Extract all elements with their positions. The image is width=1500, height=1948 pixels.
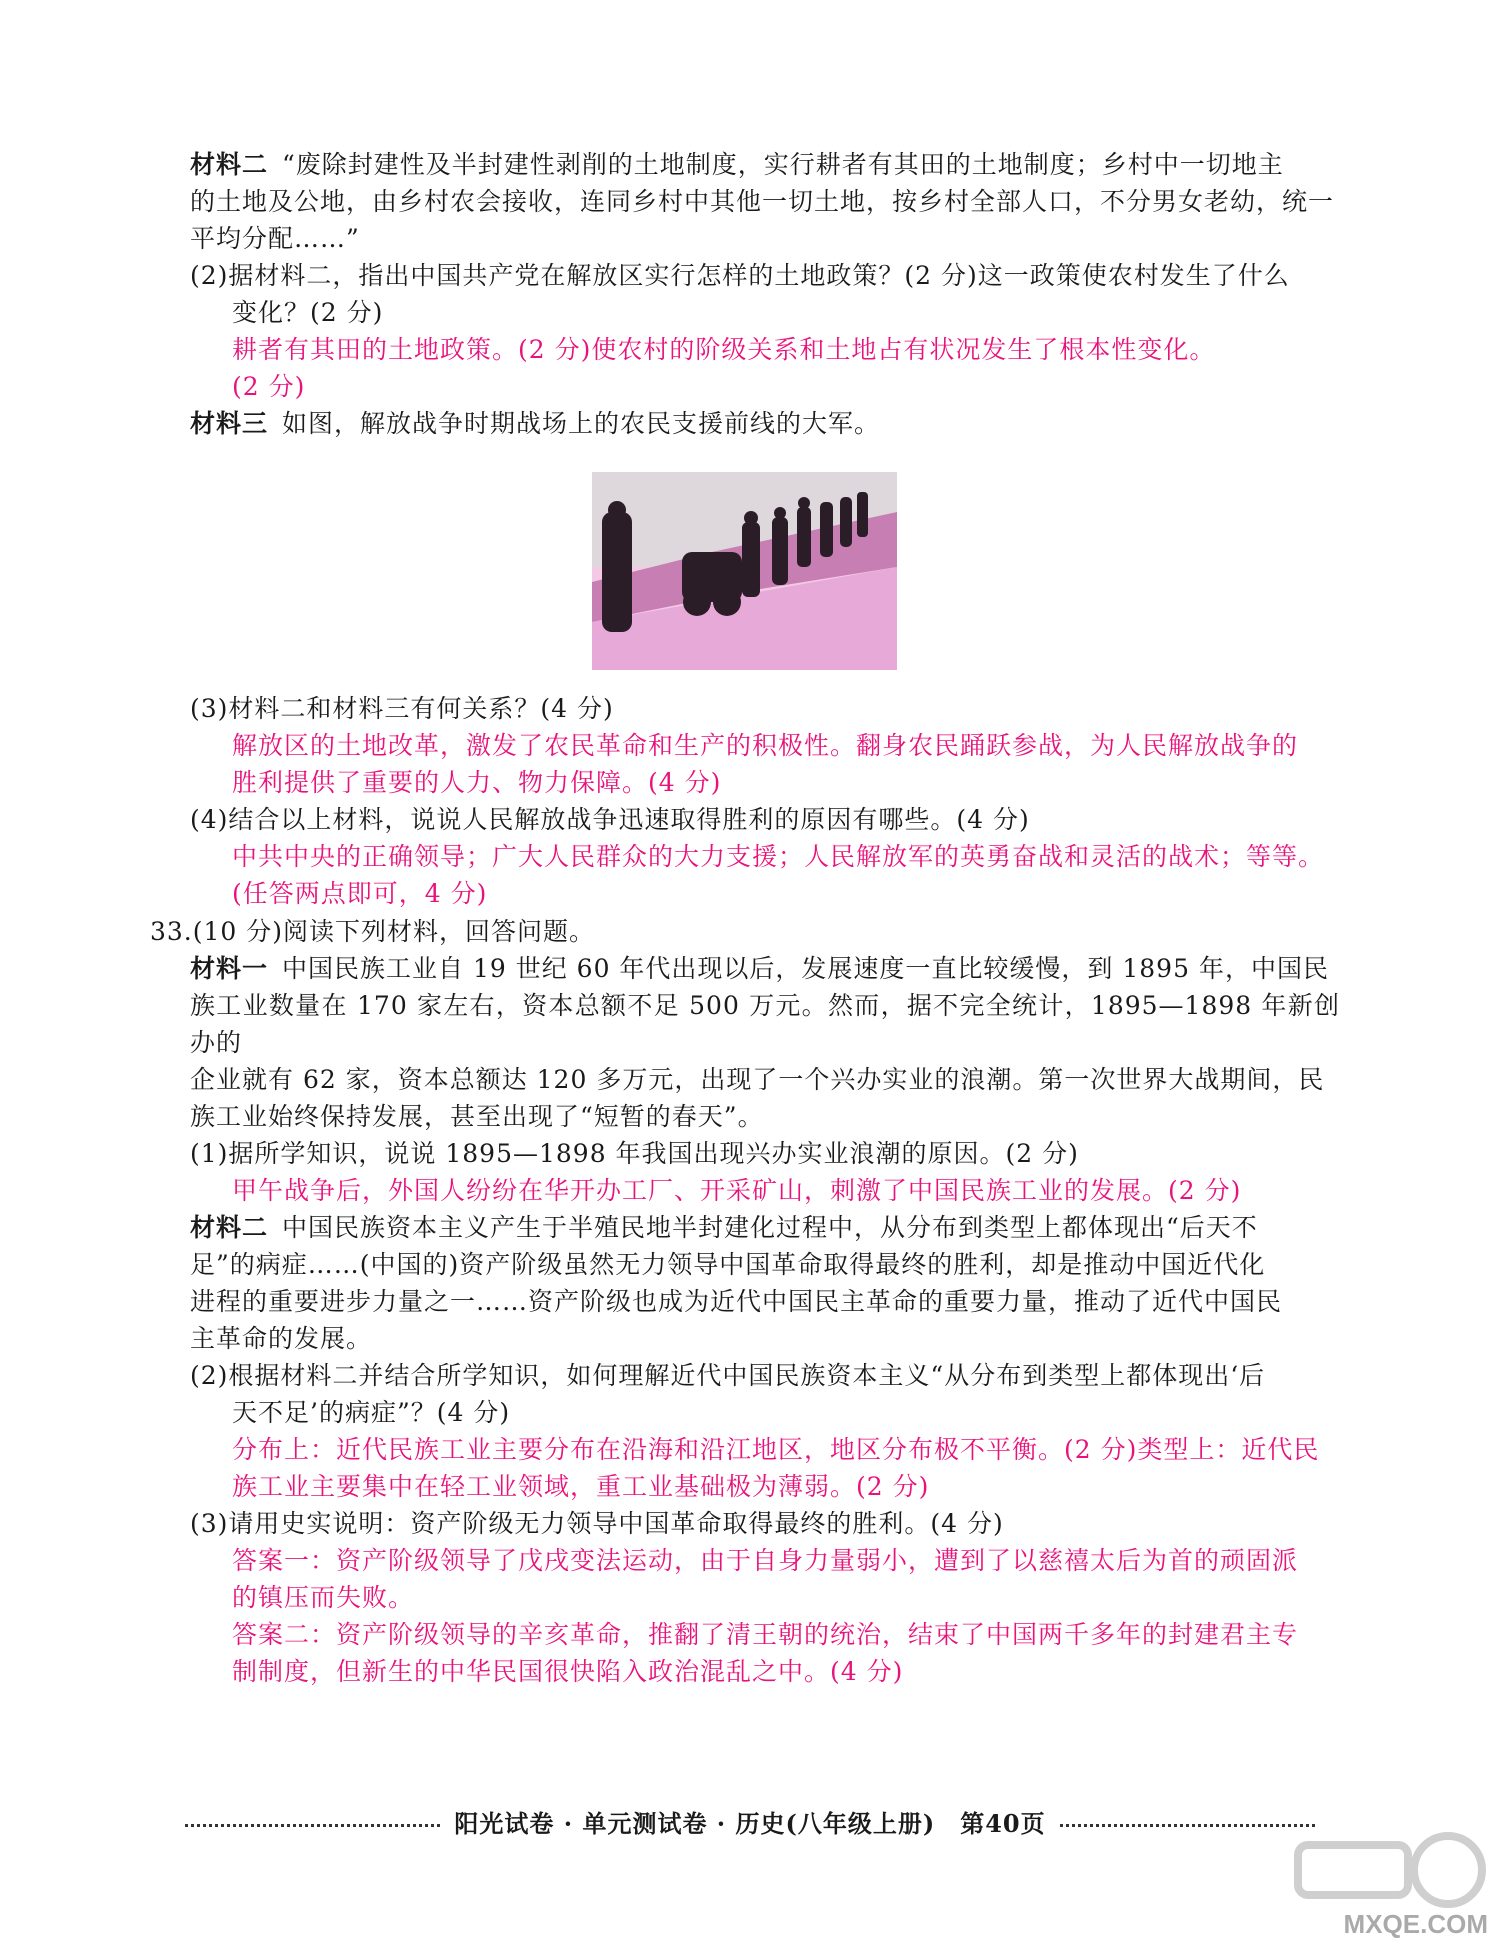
q33-material-2-line-2: 足”的病症……(中国的)资产阶级虽然无力领导中国革命取得最终的胜利，却是推动中国近代化 xyxy=(190,1250,1266,1279)
q33-question-3: (3)请用史实说明：资产阶级无力领导中国革命取得最终的胜利。(4 分) xyxy=(190,1509,1004,1538)
q33-question-2-line-2: 天不足’的病症”？(4 分) xyxy=(232,1398,511,1427)
answer-2-line-1: 耕者有其田的土地政策。(2 分)使农村的阶级关系和土地占有状况发生了根本性变化。 xyxy=(232,335,1216,364)
question-2-line-1: (2)据材料二，指出中国共产党在解放区实行怎样的土地政策？(2 分)这一政策使农村发生了什么 xyxy=(190,261,1290,290)
section-questions-3-4 xyxy=(190,690,1340,912)
q33-material-2-line-3: 进程的重要进步力量之一……资产阶级也成为近代中国民主革命的重要力量，推动了近代中国民 xyxy=(190,1287,1283,1316)
answer-3-line-2: 胜利提供了重要的人力、物力保障。(4 分) xyxy=(232,768,722,797)
footer-dots-right xyxy=(1060,1824,1315,1827)
question-3: (3)材料二和材料三有何关系？(4 分) xyxy=(190,694,614,723)
section-question-33 xyxy=(190,950,1340,1690)
page-footer xyxy=(185,1805,1315,1837)
material-2-label: 材料二 xyxy=(190,150,269,179)
question-33-header xyxy=(150,913,1340,950)
q33-answer-1: 甲午战争后，外国人纷纷在华开办工厂、开采矿山，刺激了中国民族工业的发展。(2 分) xyxy=(232,1176,1242,1205)
answer-4-line-2: (任答两点即可，4 分) xyxy=(232,879,488,908)
q33-answer-3-line-3: 答案二：资产阶级领导的辛亥革命，推翻了清王朝的统治，结束了中国两千多年的封建君主专 xyxy=(232,1620,1299,1649)
answer-2-line-2: (2 分) xyxy=(232,372,306,401)
q33-material-1-line-1: 材料一 中国民族工业自 19 世纪 60 年代出现以后，发展速度一直比较缓慢，到 1895 年，中国民 xyxy=(190,954,1329,983)
question-33-title: 33.(10 分)阅读下列材料，回答问题。 xyxy=(150,917,596,946)
q33-material-1-line-3: 企业就有 62 家，资本总额达 120 多万元，出现了一个兴办实业的浪潮。第一次世界大战期间，民 xyxy=(190,1065,1325,1094)
question-2-line-2: 变化？(2 分) xyxy=(232,298,384,327)
q33-material-1-line-2: 族工业数量在 170 家左右，资本总额不足 500 万元。然而，据不完全统计，1895—1898 年新创办的 xyxy=(190,991,1340,1057)
q33-answer-2-line-2: 族工业主要集中在轻工业领域，重工业基础极为薄弱。(2 分) xyxy=(232,1472,930,1501)
q33-answer-3-line-2: 的镇压而失败。 xyxy=(232,1583,415,1612)
q33-question-2-line-1: (2)根据材料二并结合所学知识，如何理解近代中国民族资本主义“从分布到类型上都体现出‘后 xyxy=(190,1361,1266,1390)
material-2-line-3: 平均分配……” xyxy=(190,224,360,253)
watermark-text: MXQE.COM xyxy=(1343,1909,1488,1939)
answer-3-line-1: 解放区的土地改革，激发了农民革命和生产的积极性。翻身农民踊跃参战，为人民解放战争的 xyxy=(232,731,1299,760)
q33-material-2-line-1: 材料二 中国民族资本主义产生于半殖民地半封建化过程中，从分布到类型上都体现出“后天不 xyxy=(190,1213,1258,1242)
q33-answer-3-line-1: 答案一：资产阶级领导了戊戌变法运动，由于自身力量弱小，遭到了以慈禧太后为首的顽固派 xyxy=(232,1546,1299,1575)
question-4: (4)结合以上材料，说说人民解放战争迅速取得胜利的原因有哪些。(4 分) xyxy=(190,805,1030,834)
q33-question-1: (1)据所学知识，说说 1895—1898 年我国出现兴办实业浪潮的原因。(2 分) xyxy=(190,1139,1079,1168)
material-2-line-1: 材料二 “废除封建性及半封建性剥削的土地制度，实行耕者有其田的土地制度；乡村中一切地主 xyxy=(190,150,1284,179)
material-3-label: 材料三 xyxy=(190,409,269,438)
q33-answer-2-line-1: 分布上：近代民族工业主要分布在沿海和沿江地区，地区分布极不平衡。(2 分)类型上：近代民 xyxy=(232,1435,1320,1464)
material-2-line-2: 的土地及公地，由乡村农会接收，连同乡村中其他一切土地，按乡村全部人口，不分男女老幼，统一 xyxy=(190,187,1335,216)
section-material-2 xyxy=(190,146,1340,442)
footer-dots-left xyxy=(185,1824,440,1827)
peasant-support-photo xyxy=(592,472,897,670)
answer-4-line-1: 中共中央的正确领导；广大人民群众的大力支援；人民解放军的英勇奋战和灵活的战术；等等。 xyxy=(232,842,1325,871)
material-3-line: 材料三 如图，解放战争时期战场上的农民支援前线的大军。 xyxy=(190,409,881,438)
q33-material-2-line-4: 主革命的发展。 xyxy=(190,1324,373,1353)
footer-text: 阳光试卷 · 单元测试卷 · 历史(八年级上册) 第40页 xyxy=(454,1808,1046,1838)
q33-material-2-label: 材料二 xyxy=(190,1213,269,1242)
q33-material-1-line-4: 族工业始终保持发展，甚至出现了“短暂的春天”。 xyxy=(190,1102,764,1131)
q33-material-1-label: 材料一 xyxy=(190,954,269,983)
q33-answer-3-line-4: 制制度，但新生的中华民国很快陷入政治混乱之中。(4 分) xyxy=(232,1657,904,1686)
